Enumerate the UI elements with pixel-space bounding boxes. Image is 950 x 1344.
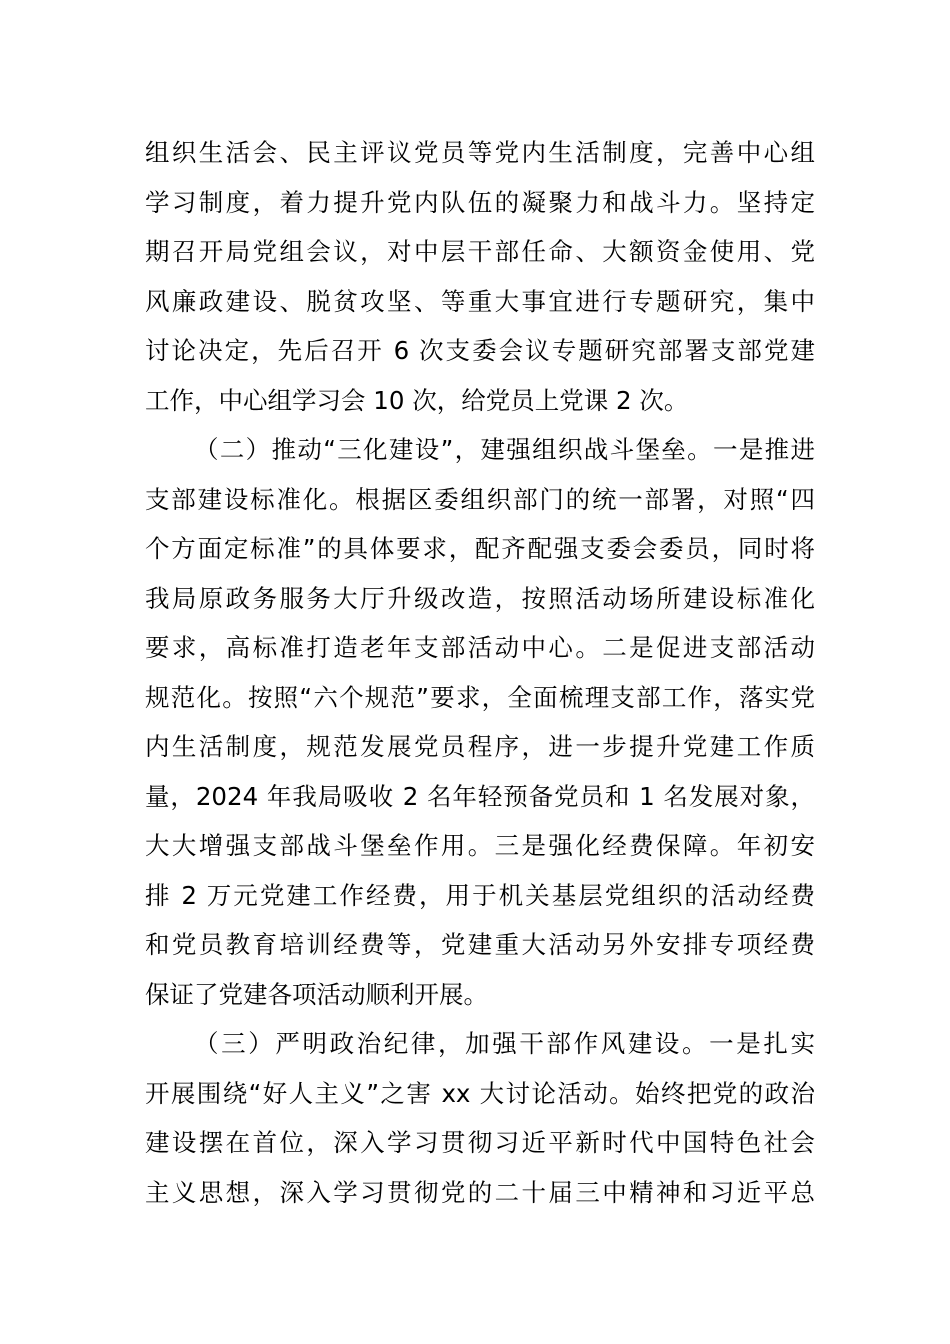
text-line: 排 2 万元党建工作经费，用于机关基层党组织的活动经费 [145,880,815,910]
section-heading-line: （二）推动“三化建设”，建强组织战斗堡垒。一是推进 [194,435,815,464]
text-line: 和党员教育培训经费等，党建重大活动另外安排专项经费 [145,930,815,959]
text-line: 组织生活会、民主评议党员等党内生活制度，完善中心组 [145,138,815,167]
text-line: 风廉政建设、脱贫攻坚、等重大事宜进行专题研究，集中 [145,286,815,316]
text-line: 学习制度，着力提升党内队伍的凝聚力和战斗力。坚持定 [145,187,815,217]
text-line: 讨论决定，先后召开 6 次支委会议专题研究部署支部党建 [145,336,815,365]
text-line: 个方面定标准”的具体要求，配齐配强支委会委员，同时将 [145,534,815,563]
section-heading-line: （三）严明政治纪律，加强干部作风建设。一是扎实 [194,1029,815,1058]
text-line: 保证了党建各项活动顺利开展。 [145,979,488,1009]
text-line: 开展围绕“好人主义”之害 xx 大讨论活动。始终把党的政治 [145,1078,815,1108]
text-line: 量，2024 年我局吸收 2 名年轻预备党员和 1 名发展对象， [145,781,815,811]
text-line: 规范化。按照“六个规范”要求，全面梳理支部工作，落实党 [145,682,815,712]
text-line: 支部建设标准化。根据区委组织部门的统一部署，对照“四 [145,484,815,514]
text-line: 内生活制度，规范发展党员程序，进一步提升党建工作质 [145,732,815,761]
text-line: 建设摆在首位，深入学习贯彻习近平新时代中国特色社会 [145,1128,815,1157]
text-line: 工作，中心组学习会 10 次，给党员上党课 2 次。 [145,385,689,415]
text-line: 要求，高标准打造老年支部活动中心。二是促进支部活动 [145,633,815,662]
text-line: 主义思想，深入学习贯彻党的二十届三中精神和习近平总 [145,1177,815,1207]
text-line: 期召开局党组会议，对中层干部任命、大额资金使用、党 [145,237,815,266]
body-text [145,128,815,1217]
text-line: 大大增强支部战斗堡垒作用。三是强化经费保障。年初安 [145,831,815,860]
text-line: 我局原政务服务大厅升级改造，按照活动场所建设标准化 [145,583,815,613]
